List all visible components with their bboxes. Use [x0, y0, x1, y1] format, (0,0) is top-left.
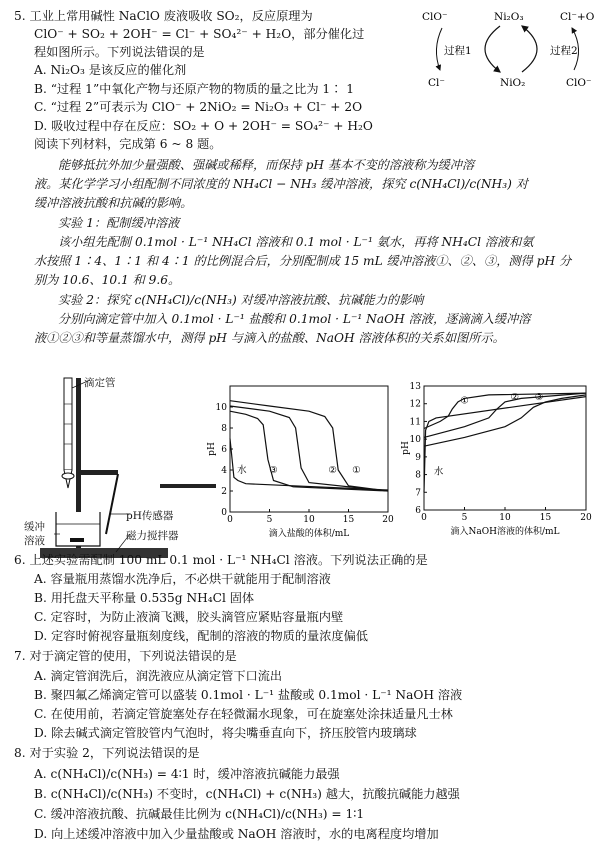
x-tick-label: 5	[461, 513, 468, 523]
y-tick-label: 8	[221, 424, 227, 434]
q8-stem: 8. 对于实验 2，下列说法错误的是	[14, 746, 200, 760]
diagram-cl-o: Cl⁻+O	[560, 11, 595, 23]
y-tick-label: 13	[409, 382, 421, 392]
proc1-inner-arrow	[485, 26, 500, 72]
y-axis-label: pH	[207, 442, 217, 456]
q7-option-a: A. 滴定管润洗后，润洗液应从滴定管下口流出	[34, 669, 283, 683]
exp1-line2: 水按照 1∶4、1∶1 和 4∶1 的比例混合后，分别配制成 15 mL 缓冲溶液①、②、③，测得 pH 分	[34, 254, 572, 268]
proc1-outer-arrow	[436, 28, 442, 70]
y-tick-label: 11	[409, 417, 421, 428]
q7-option-c: C. 在使用前，若滴定管旋塞处存在轻微漏水现象，可在旋塞处涂抹适量凡士林	[34, 707, 453, 721]
q8-option-c: C. 缓冲溶液抗酸、抗碱最佳比例为 c(NH₄Cl)/c(NH₃) = 1∶1	[34, 807, 365, 821]
plot-frame	[424, 386, 586, 510]
x-tick-label: 5	[266, 515, 273, 525]
q8-option-b: B. c(NH₄Cl)/c(NH₃) 不变时，c(NH₄Cl) + c(NH₃) 越大，抗酸抗碱能力越强	[34, 787, 460, 801]
diagram-nio2: NiO₂	[500, 77, 526, 89]
series-line-0	[424, 397, 586, 493]
q5-option-c: C. “过程 2”可表示为 ClO⁻ + 2NiO₂ = Ni₂O₃ + Cl⁻ + 2O	[34, 100, 363, 114]
x-tick-label: 15	[342, 515, 355, 525]
q7-stem: 7. 对于滴定管的使用，下列说法错误的是	[14, 649, 237, 663]
diagram-ni2o3: Ni₂O₃	[494, 11, 524, 23]
x-tick-label: 20	[382, 515, 394, 525]
catalytic-cycle-diagram	[420, 4, 604, 94]
reading-instruction: 阅读下列材料，完成第 6 ~ 8 题。	[34, 137, 222, 151]
exp1-line3: 别为 10.6、10.1 和 9.6。	[34, 273, 181, 287]
chart-ph-vs-hcl	[207, 382, 395, 544]
chart-ph-vs-naoh	[398, 382, 594, 544]
y-tick-label: 2	[221, 487, 227, 497]
label-buffer: 缓冲	[24, 521, 45, 533]
passage-line3: 缓冲溶液抗酸和抗碱的影响。	[34, 196, 193, 210]
series-label-1: ①	[460, 395, 469, 407]
x-axis-label: 滴入盐酸的体积/mL	[268, 529, 350, 539]
q5-stem-line1: 5. 工业上常用碱性 NaClO 废液吸收 SO₂，反应原理为	[14, 9, 313, 23]
stir-bar	[70, 538, 84, 542]
stopcock	[62, 473, 74, 479]
exp2-line1: 分别向滴定管中加入 0.1mol · L⁻¹ 盐酸和 0.1mol · L⁻¹ NaOH 溶液，逐滴滴入缓冲溶	[58, 312, 531, 326]
proc2-inner-arrow	[522, 26, 537, 72]
plot-frame	[230, 386, 388, 512]
q5-option-b: B. “过程 1”中氧化产物与还原产物的物质的量之比为 1∶ 1	[34, 82, 354, 96]
q5-option-a: A. Ni₂O₃ 是该反应的催化剂	[34, 63, 187, 77]
diagram-clo-right: ClO⁻	[566, 77, 592, 89]
y-tick-label: 6	[221, 445, 227, 455]
y-axis-label: pH	[401, 441, 411, 455]
passage-line1: 能够抵抗外加少量强酸、强碱或稀释，而保持 pH 基本不变的溶液称为缓冲溶	[58, 158, 475, 172]
y-tick-label: 0	[221, 508, 227, 518]
diagram-clo-left: ClO⁻	[422, 11, 448, 23]
exp1-line1: 该小组先配制 0.1mol · L⁻¹ NH₄Cl 溶液和 0.1 mol · L⁻¹ 氨水，再将 NH₄Cl 溶液和氨	[58, 235, 534, 249]
y-tick-label: 10	[409, 435, 421, 446]
series-line-2	[230, 406, 388, 491]
series-label-2: ②	[510, 392, 519, 404]
y-tick-label: 9	[415, 452, 421, 463]
y-tick-label: 8	[415, 470, 421, 481]
q6-option-b: B. 用托盘天平称量 0.535g NH₄Cl 固体	[34, 591, 255, 605]
x-tick-label: 10	[499, 513, 511, 523]
q6-option-a: A. 容量瓶用蒸馏水洗净后，不必烘干就能用于配制溶液	[34, 572, 331, 586]
label-ph-sensor: pH传感器	[126, 510, 174, 522]
series-label-3: ①	[352, 465, 361, 477]
q8-option-a: A. c(NH₄Cl)/c(NH₃) = 4∶1 时，缓冲溶液抗碱能力最强	[34, 767, 340, 781]
series-label-1: ③	[269, 465, 278, 477]
diagram-cl-left: Cl⁻	[428, 77, 445, 89]
y-tick-label: 12	[409, 399, 421, 410]
x-tick-label: 0	[421, 513, 427, 523]
x-tick-label: 15	[539, 513, 552, 523]
diagram-proc2: 过程2	[550, 45, 578, 57]
label-magnetic-stirrer: 磁力搅拌器	[126, 530, 179, 542]
x-axis-label: 滴入NaOH溶液的体积/mL	[450, 527, 560, 537]
q6-stem: 6. 上述实验需配制 100 mL 0.1 mol · L⁻¹ NH₄Cl 溶液。下列说法正确的是	[14, 553, 428, 567]
x-tick-label: 20	[580, 513, 592, 523]
exp2-title: 实验 2：探究 c(NH₄Cl)/c(NH₃) 对缓冲溶液抗酸、抗碱能力的影响	[58, 293, 424, 307]
x-tick-label: 0	[227, 515, 233, 525]
q7-option-b: B. 聚四氟乙烯滴定管可以盛装 0.1mol · L⁻¹ 盐酸或 0.1mol · L⁻¹ NaOH 溶液	[34, 688, 463, 702]
q6-option-d: D. 定容时俯视容量瓶刻度线，配制的溶液的物质的量浓度偏低	[34, 629, 368, 643]
x-tick-label: 10	[303, 515, 315, 525]
series-label-0: 水	[433, 466, 444, 478]
y-tick-label: 6	[415, 506, 421, 516]
series-label-0: 水	[237, 465, 247, 477]
q5-stem-line3: 程如图所示。下列说法错误的是	[34, 45, 205, 59]
exp1-title: 实验 1：配制缓冲溶液	[58, 216, 180, 230]
label-burette: 滴定管	[84, 377, 116, 389]
q7-option-d: D. 除去碱式滴定管胶管内气泡时，将尖嘴垂直向下，挤压胶管内玻璃球	[34, 726, 417, 740]
label-buffer-2: 溶液	[24, 535, 45, 547]
y-tick-label: 10	[215, 403, 227, 413]
series-label-2: ②	[328, 465, 337, 477]
exp2-line2: 液①②③和等量蒸馏水中，测得 pH 与滴入的盐酸、NaOH 溶液体积的关系如图所示。	[34, 331, 505, 345]
passage-line2: 液。某化学学习小组配制不同浓度的 NH₄Cl − NH₃ 缓冲溶液，探究 c(NH₄Cl)/c(NH₃) 对	[34, 177, 528, 191]
series-line-3	[230, 401, 388, 491]
titration-apparatus-figure	[20, 374, 216, 564]
series-line-1	[230, 411, 388, 491]
q5-stem-line2: ClO⁻ + SO₂ + 2OH⁻ = Cl⁻ + SO₄²⁻ + H₂O，部分催化过	[34, 27, 365, 41]
ph-sensor-probe	[106, 474, 118, 534]
series-label-3: ③	[534, 392, 544, 404]
q6-option-c: C. 定容时，为防止液滴飞溅，胶头滴管应紧贴容量瓶内壁	[34, 610, 344, 624]
y-tick-label: 7	[415, 488, 421, 499]
diagram-proc1: 过程1	[444, 45, 472, 57]
q5-option-d: D. 吸收过程中存在反应：SO₂ + O + 2OH⁻ = SO₄²⁻ + H₂O	[34, 119, 373, 133]
y-tick-label: 4	[221, 466, 227, 476]
q8-option-d: D. 向上述缓冲溶液中加入少量盐酸或 NaOH 溶液时，水的电离程度均增加	[34, 827, 439, 841]
clamp-arm	[76, 470, 118, 475]
